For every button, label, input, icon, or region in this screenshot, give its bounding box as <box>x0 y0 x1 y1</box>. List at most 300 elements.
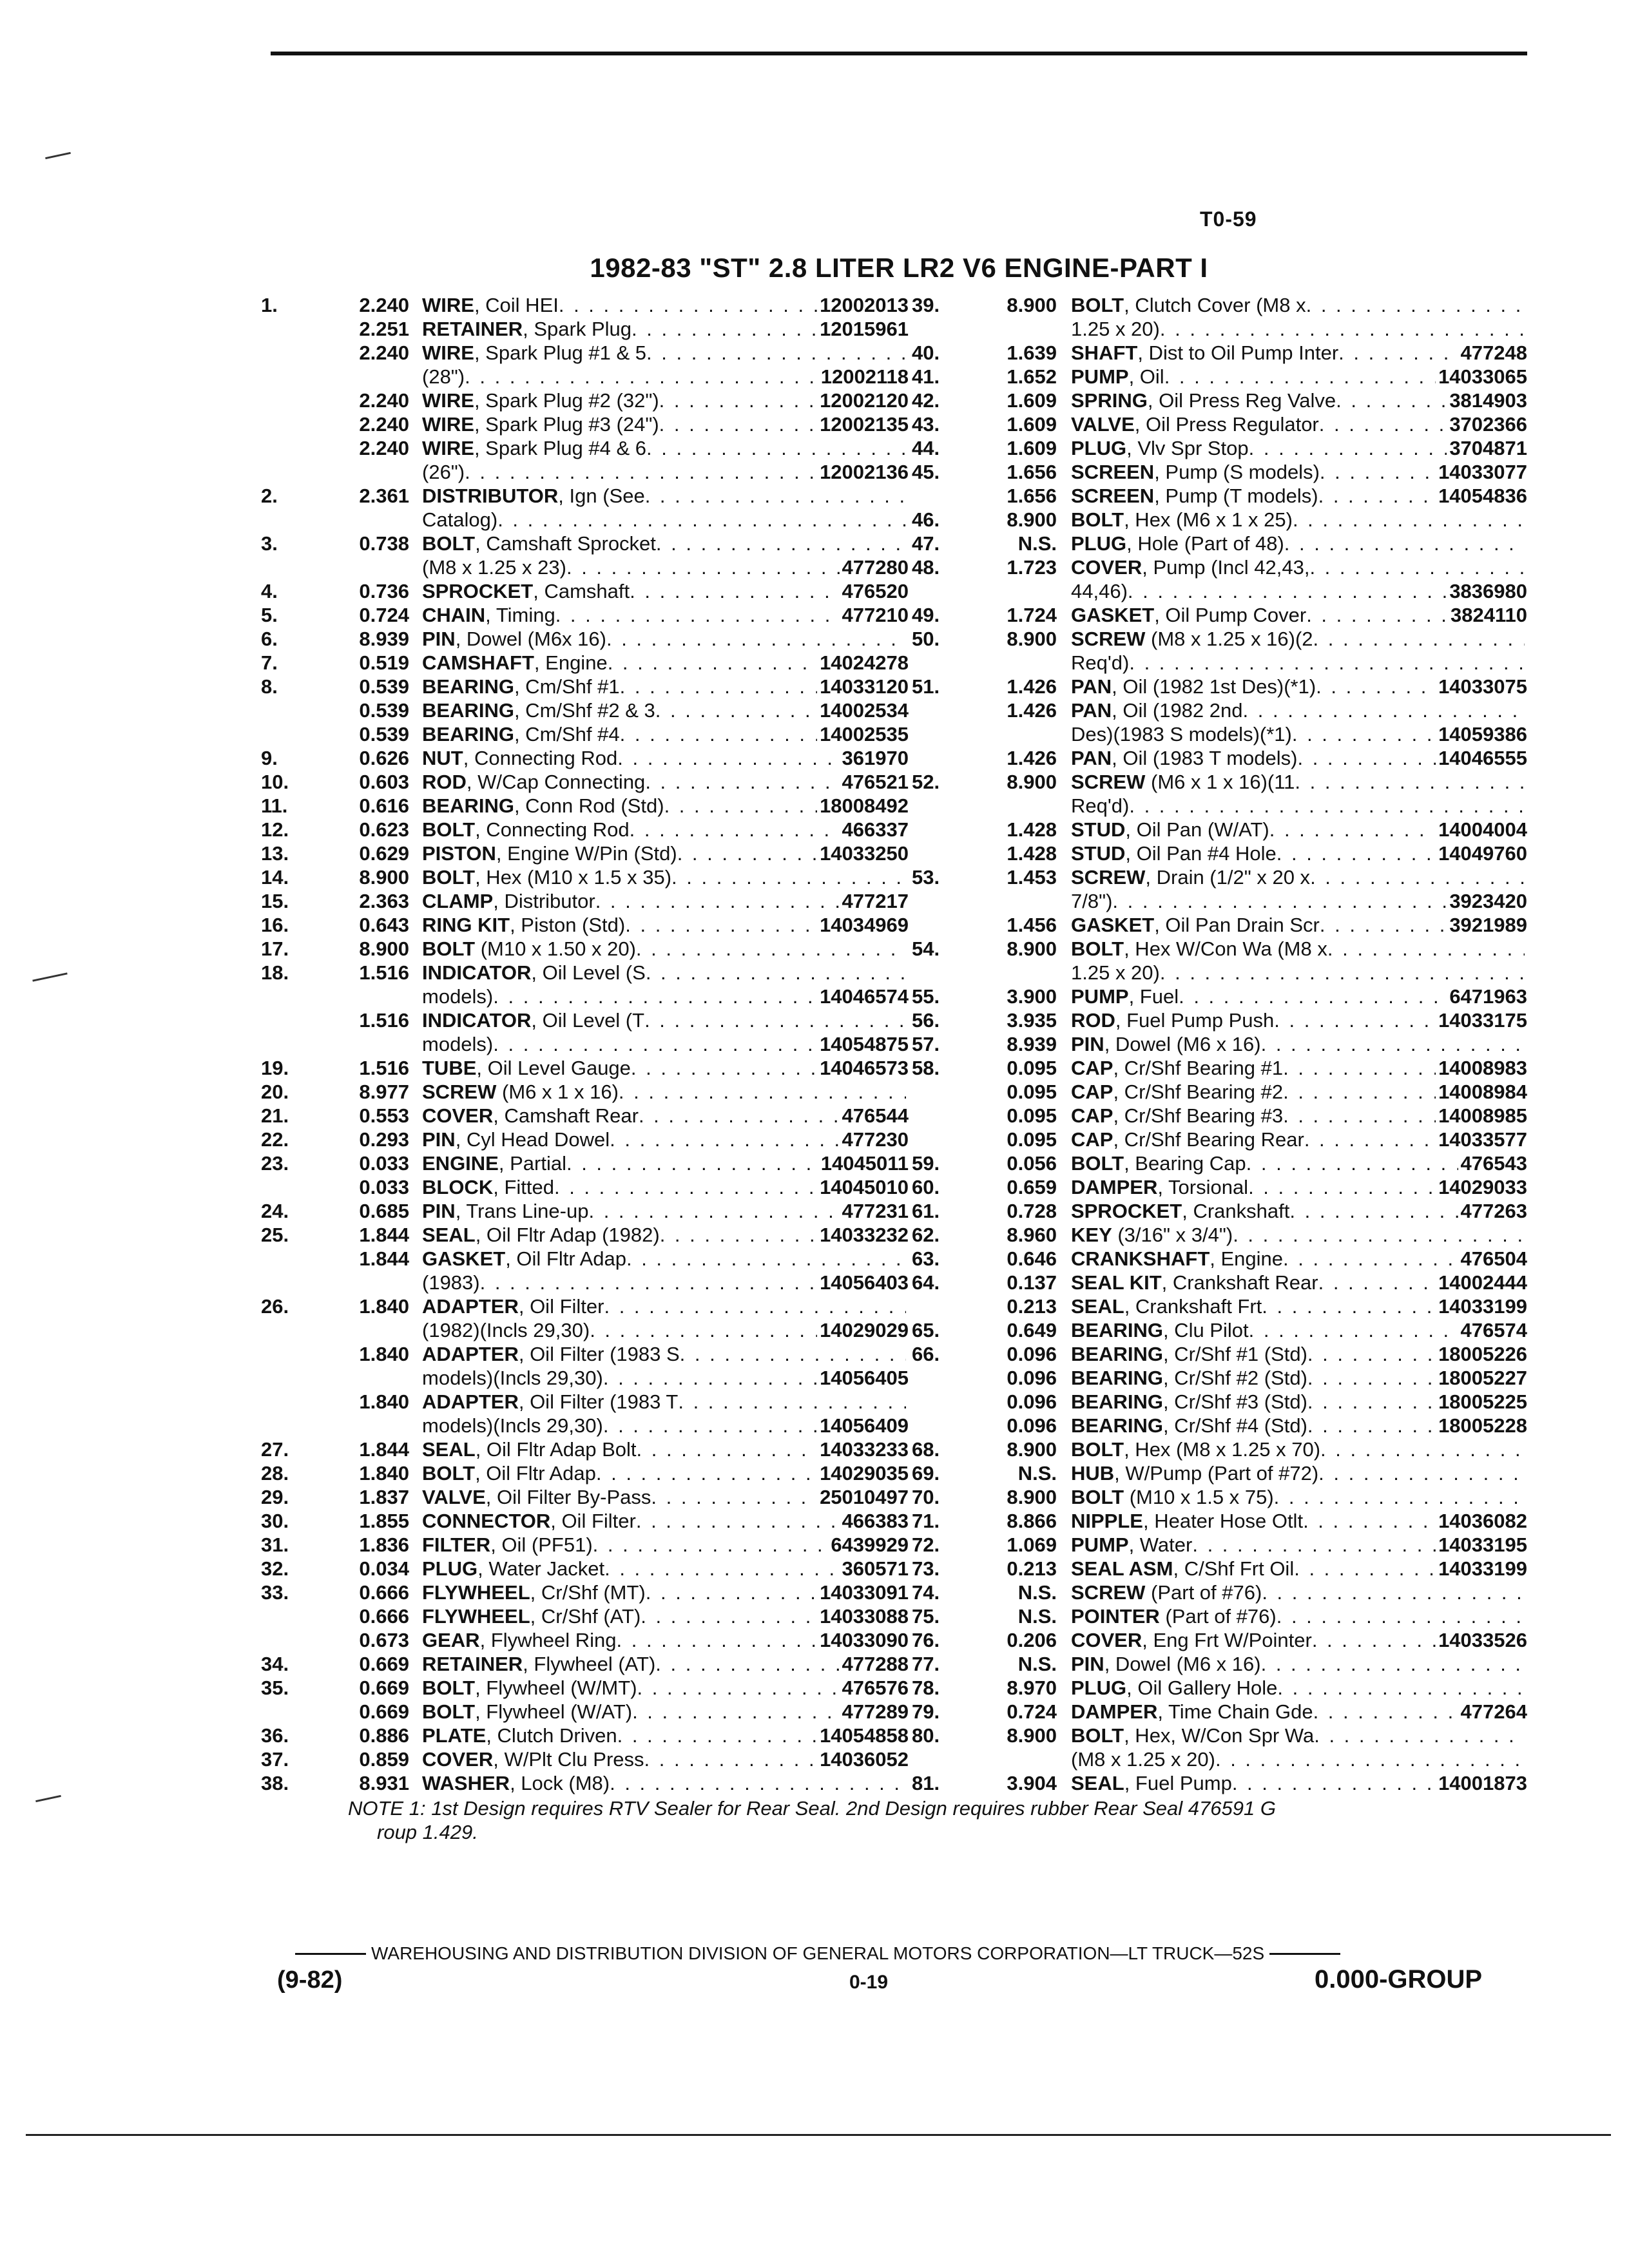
part-description <box>422 1461 909 1485</box>
leader-dots <box>1277 1604 1525 1628</box>
part-name: FILTER <box>422 1533 491 1556</box>
leader-dots <box>1261 1032 1525 1056</box>
parts-row <box>912 1223 1527 1247</box>
footnote <box>348 1796 1508 1844</box>
part-description <box>422 1700 909 1724</box>
part-number: 14054875 <box>820 1033 909 1055</box>
part-detail: , Connecting Rod <box>463 747 618 769</box>
leader-dots <box>664 794 818 818</box>
item-number: 54. <box>912 937 940 960</box>
part-description <box>422 865 909 889</box>
part-number <box>1525 555 1527 579</box>
leader-dots <box>644 1008 906 1032</box>
description-text <box>422 1223 660 1247</box>
part-detail: , Pump (S models) <box>1154 461 1320 483</box>
part-number: 14029035 <box>820 1462 909 1485</box>
group-number <box>986 722 1071 746</box>
parts-row <box>912 1008 1527 1032</box>
description-text <box>422 961 646 985</box>
item-number: 58. <box>912 1057 940 1079</box>
item-number <box>261 1700 338 1724</box>
parts-row <box>912 1342 1527 1366</box>
part-number: 476520 <box>842 580 909 602</box>
part-number: 477288 <box>842 1653 909 1675</box>
part-number: 14054858 <box>820 1724 909 1747</box>
part-detail: , Flywheel (AT) <box>523 1653 656 1675</box>
item-number <box>912 722 986 746</box>
part-name: STUD <box>1071 842 1126 865</box>
part-number <box>906 1008 909 1032</box>
part-description <box>1071 1604 1527 1628</box>
part-name: COVER <box>422 1104 494 1127</box>
part-name: SCREW <box>1071 628 1146 650</box>
group-number: 1.069 <box>1007 1533 1057 1556</box>
description-text <box>1071 627 1313 651</box>
description-text <box>422 937 636 961</box>
part-detail: , Oil Press Reg Valve <box>1147 389 1336 412</box>
part-detail: (M10 x 1.5 x 75) <box>1124 1486 1274 1508</box>
part-name: COVER <box>1071 556 1142 579</box>
group-number: 1.837 <box>359 1486 409 1508</box>
item-number <box>912 841 986 865</box>
part-name: CONNECTOR <box>422 1510 551 1532</box>
part-description <box>1071 1151 1527 1175</box>
leader-dots <box>1128 579 1447 603</box>
item-number <box>912 1294 986 1318</box>
leader-dots <box>626 1247 906 1271</box>
part-detail: , Coil HEI <box>474 294 559 316</box>
part-name: ADAPTER <box>422 1343 519 1365</box>
part-detail: 1.25 x 20) <box>1071 318 1160 340</box>
description-text <box>422 341 646 365</box>
part-number: 14033077 <box>1438 461 1527 483</box>
parts-row <box>261 1151 909 1175</box>
parts-row <box>261 746 909 770</box>
part-number <box>906 532 909 555</box>
part-detail: , Spark Plug #4 & 6 <box>474 437 647 459</box>
leader-dots <box>630 818 840 841</box>
parts-row <box>261 1652 909 1676</box>
part-description <box>1071 293 1527 317</box>
part-number: 14046573 <box>820 1057 909 1079</box>
part-description <box>1071 1747 1527 1771</box>
leader-dots <box>1283 1080 1436 1104</box>
group-number: 0.629 <box>359 842 409 865</box>
part-name: HUB <box>1071 1462 1115 1485</box>
group-number: 0.603 <box>359 771 409 793</box>
group-number: 2.240 <box>359 341 409 364</box>
part-description <box>1071 1652 1527 1676</box>
part-number: 477264 <box>1460 1700 1527 1723</box>
item-number: 3. <box>261 532 278 555</box>
part-name: SPROCKET <box>1071 1200 1182 1222</box>
part-number: 477217 <box>842 890 909 912</box>
part-description <box>1071 794 1527 818</box>
description-text <box>422 1437 637 1461</box>
part-number <box>1525 1676 1527 1700</box>
group-number: 1.426 <box>1007 699 1057 722</box>
part-name: SCREW <box>1071 1581 1146 1604</box>
part-number: 14033175 <box>1438 1009 1527 1032</box>
part-detail: , Oil Filter (1983 T <box>518 1390 679 1413</box>
part-description <box>422 460 909 484</box>
parts-row <box>261 1724 909 1747</box>
part-description <box>422 1509 909 1533</box>
part-number: 14034969 <box>820 914 909 936</box>
parts-list-right-column <box>912 293 1527 1795</box>
part-detail: (M8 x 1.25 x 20) <box>1071 1748 1215 1771</box>
part-description <box>422 1342 909 1366</box>
page-reference: T0-59 <box>1200 207 1257 231</box>
group-number: 8.900 <box>1007 1486 1057 1508</box>
part-name: SHAFT <box>1071 341 1138 364</box>
part-description <box>422 293 909 317</box>
part-number: 18005226 <box>1438 1343 1527 1365</box>
part-number: 12002118 <box>820 365 909 388</box>
description-text <box>422 698 655 722</box>
group-number: 0.033 <box>359 1152 409 1175</box>
part-detail: (M6 x 1 x 16)(11 <box>1145 771 1295 793</box>
part-detail: , Cr/Shf #3 (Std) <box>1162 1390 1307 1413</box>
part-number: 14033090 <box>820 1629 909 1651</box>
parts-row <box>261 603 909 627</box>
part-detail: , W/Cap Connecting <box>466 771 646 793</box>
item-number: 4. <box>261 580 278 602</box>
item-number <box>912 818 986 841</box>
part-detail: 1.25 x 20) <box>1071 961 1160 984</box>
part-description <box>422 913 909 937</box>
description-text <box>1071 579 1128 603</box>
leader-dots <box>619 1080 906 1104</box>
part-detail: , Engine W/Pin (Std) <box>496 842 677 865</box>
parts-row <box>261 1485 909 1509</box>
group-number: 2.240 <box>359 389 409 412</box>
group-number: 1.836 <box>359 1533 409 1556</box>
parts-row <box>912 937 1527 961</box>
item-number <box>912 651 986 675</box>
parts-row <box>912 794 1527 818</box>
part-number: 14033199 <box>1438 1295 1527 1318</box>
part-description <box>1071 1318 1527 1342</box>
part-name: BOLT <box>422 1462 476 1485</box>
part-detail: , Dowel (M6 x 16) <box>1104 1033 1261 1055</box>
part-description <box>1071 1366 1527 1390</box>
group-number: 0.623 <box>359 818 409 841</box>
description-text <box>1071 1128 1304 1151</box>
parts-row <box>261 1581 909 1604</box>
part-number: 14002444 <box>1438 1271 1527 1294</box>
leader-dots <box>1284 532 1525 555</box>
leader-dots <box>1249 1318 1458 1342</box>
item-number: 26. <box>261 1295 289 1318</box>
parts-row <box>912 1581 1527 1604</box>
item-number: 25. <box>261 1224 289 1246</box>
part-name: COVER <box>422 1748 494 1771</box>
part-detail: , Flywheel (W/MT) <box>475 1677 637 1699</box>
part-name: BOLT <box>422 866 476 889</box>
part-name: PISTON <box>422 842 496 865</box>
part-detail: Req'd) <box>1071 794 1130 817</box>
parts-row <box>912 961 1527 985</box>
part-name: BOLT <box>422 532 476 555</box>
part-number: 14033075 <box>1438 675 1527 698</box>
parts-row <box>261 1771 909 1795</box>
part-number: 14002534 <box>820 699 909 722</box>
description-text <box>1071 1056 1283 1080</box>
part-number: 476544 <box>842 1104 909 1127</box>
part-name: NIPPLE <box>1071 1510 1143 1532</box>
leader-dots <box>606 627 906 651</box>
part-description <box>1071 770 1527 794</box>
part-number: 14008984 <box>1438 1081 1527 1103</box>
description-text <box>1071 1700 1313 1724</box>
parts-row <box>912 293 1527 317</box>
leader-dots <box>1274 1008 1436 1032</box>
footer-rule <box>1269 1953 1340 1955</box>
part-number: 14046574 <box>820 985 909 1008</box>
part-number <box>906 961 909 985</box>
parts-row <box>261 865 909 889</box>
part-description <box>1071 436 1527 460</box>
part-number: 14054836 <box>1438 485 1527 507</box>
part-number: 18008492 <box>820 794 909 817</box>
part-name: COVER <box>1071 1629 1142 1651</box>
part-name: VALVE <box>1071 413 1135 436</box>
part-detail: , Connecting Rod <box>475 818 630 841</box>
group-number: 0.666 <box>359 1581 409 1604</box>
part-name: SCREEN <box>1071 485 1155 507</box>
part-detail: , Hole (Part of 48) <box>1126 532 1284 555</box>
part-description <box>422 722 909 746</box>
leader-dots <box>656 532 906 555</box>
part-name: ROD <box>1071 1009 1115 1032</box>
description-text <box>1071 1747 1215 1771</box>
description-text <box>422 532 656 555</box>
parts-row <box>261 555 909 579</box>
parts-row <box>261 341 909 365</box>
item-number <box>261 698 338 722</box>
part-name: SEAL <box>1071 1772 1124 1794</box>
leader-dots <box>559 293 817 317</box>
part-description <box>422 532 909 555</box>
leader-dots <box>677 841 817 865</box>
footnote-line: roup 1.429. <box>377 1821 478 1843</box>
description-text <box>422 1199 588 1223</box>
item-number <box>912 913 986 937</box>
group-number: 8.900 <box>359 866 409 889</box>
item-number: 62. <box>912 1224 940 1246</box>
description-text <box>422 1080 619 1104</box>
description-text <box>1071 436 1249 460</box>
part-name: SPROCKET <box>422 580 534 602</box>
description-text <box>422 865 671 889</box>
part-name: BOLT <box>1071 1724 1124 1747</box>
leader-dots <box>645 484 906 508</box>
item-number: 70. <box>912 1486 940 1508</box>
part-number: 18005225 <box>1438 1390 1527 1413</box>
parts-row <box>912 1271 1527 1294</box>
parts-row <box>261 985 909 1008</box>
part-detail: , Oil Press Regulator <box>1134 413 1319 436</box>
part-detail: 44,46) <box>1071 580 1128 602</box>
description-text <box>1071 865 1310 889</box>
group-number <box>338 1366 422 1390</box>
part-detail: , Oil Level (T <box>531 1009 645 1032</box>
parts-row <box>912 436 1527 460</box>
description-text <box>1071 698 1243 722</box>
group-number: 1.656 <box>1007 485 1057 507</box>
part-name: KEY <box>1071 1224 1112 1246</box>
part-description <box>1071 913 1527 937</box>
part-name: PLATE <box>422 1724 487 1747</box>
parts-row <box>261 1414 909 1437</box>
description-text <box>1071 1342 1307 1366</box>
leader-dots <box>1160 961 1525 985</box>
part-name: RING KIT <box>422 914 510 936</box>
description-text <box>1071 746 1297 770</box>
part-number: 476576 <box>842 1677 909 1699</box>
part-description <box>422 1676 909 1700</box>
description-text <box>1071 770 1295 794</box>
item-number: 79. <box>912 1700 940 1723</box>
description-text <box>422 627 606 651</box>
leader-dots <box>1129 794 1525 818</box>
description-text <box>1071 293 1306 317</box>
parts-row <box>912 1247 1527 1271</box>
part-number <box>906 1294 909 1318</box>
leader-dots <box>555 603 840 627</box>
group-number: 0.724 <box>1007 1700 1057 1723</box>
part-description <box>1071 389 1527 412</box>
item-number: 41. <box>912 365 940 388</box>
part-description <box>1071 651 1527 675</box>
part-detail: , Pump (Incl 42,43, <box>1142 556 1310 579</box>
group-number: 0.137 <box>1007 1271 1057 1294</box>
part-description <box>1071 341 1527 365</box>
group-number: 1.428 <box>1007 842 1057 865</box>
group-number: 2.240 <box>359 294 409 316</box>
parts-row <box>912 913 1527 937</box>
part-detail: models) <box>422 985 494 1008</box>
part-name: PAN <box>1071 675 1112 698</box>
leader-dots <box>1129 651 1525 675</box>
description-text <box>422 1557 604 1581</box>
part-detail: , Partial <box>498 1152 566 1175</box>
part-detail: (1982)(Incls 29,30) <box>422 1319 590 1341</box>
part-description <box>1071 1700 1527 1724</box>
description-text <box>1071 412 1319 436</box>
part-detail: , Dowel (M6 x 16) <box>1104 1653 1261 1675</box>
leader-dots <box>1319 412 1447 436</box>
leader-dots <box>610 1771 906 1795</box>
description-text <box>422 913 625 937</box>
part-detail: , Hex (M6 x 1 x 25) <box>1124 508 1293 531</box>
parts-row <box>261 1604 909 1628</box>
part-detail: , Fuel <box>1128 985 1179 1008</box>
group-number: 0.736 <box>359 580 409 602</box>
part-number <box>1525 627 1527 651</box>
part-detail: , Dowel (M6x 16) <box>455 628 606 650</box>
description-text <box>1071 1294 1262 1318</box>
part-detail: models)(Incls 29,30) <box>422 1414 603 1437</box>
group-number: 8.970 <box>1007 1677 1057 1699</box>
part-name: BEARING <box>1071 1414 1163 1437</box>
leader-dots <box>1307 1414 1436 1437</box>
part-description <box>422 1294 909 1318</box>
part-name: CAP <box>1071 1104 1113 1127</box>
leader-dots <box>566 555 840 579</box>
leader-dots <box>1249 436 1447 460</box>
leader-dots <box>1313 627 1525 651</box>
part-detail: , Oil Filter (1983 S <box>518 1343 680 1365</box>
item-number <box>261 436 338 460</box>
part-detail: , Drain (1/2" x 20 x <box>1145 866 1311 889</box>
part-number <box>1525 1461 1527 1485</box>
part-detail: , Cr/Shf #1 (Std) <box>1162 1343 1307 1365</box>
part-detail: , Flywheel Ring <box>479 1629 617 1651</box>
item-number: 56. <box>912 1009 940 1032</box>
part-name: BOLT <box>1071 1438 1124 1461</box>
leader-dots <box>1295 770 1525 794</box>
part-detail: models) <box>422 1033 494 1055</box>
group-number: 0.096 <box>1007 1343 1057 1365</box>
leader-dots <box>636 937 906 961</box>
item-number: 32. <box>261 1557 289 1580</box>
leader-dots <box>646 341 906 365</box>
part-detail: , Clutch Cover (M8 x <box>1124 294 1306 316</box>
group-number: 1.724 <box>1007 604 1057 626</box>
leader-dots <box>1294 1557 1436 1581</box>
footer-rule <box>295 1953 366 1955</box>
group-number: 8.960 <box>1007 1224 1057 1246</box>
description-text <box>1071 841 1277 865</box>
group-number <box>338 460 422 484</box>
description-text <box>422 508 497 532</box>
description-text <box>422 1485 651 1509</box>
leader-dots <box>1312 1628 1436 1652</box>
description-text <box>422 1604 641 1628</box>
leader-dots <box>1336 389 1447 412</box>
item-number: 42. <box>912 389 940 412</box>
parts-row <box>261 1032 909 1056</box>
part-detail: Catalog) <box>422 508 498 531</box>
part-number <box>1525 770 1527 794</box>
parts-row <box>261 508 909 532</box>
part-detail: (M10 x 1.50 x 20) <box>475 937 636 960</box>
parts-row <box>912 412 1527 436</box>
part-detail: , Crankshaft Rear <box>1161 1271 1318 1294</box>
item-number: 44. <box>912 437 940 459</box>
part-name: PIN <box>1071 1653 1104 1675</box>
part-description <box>422 770 909 794</box>
description-text <box>1071 675 1316 698</box>
part-name: ROD <box>422 771 467 793</box>
group-number <box>338 365 422 389</box>
parts-row <box>912 1390 1527 1414</box>
leader-dots <box>1215 1747 1525 1771</box>
part-description <box>1071 675 1527 698</box>
parts-row <box>261 293 909 317</box>
group-number: 0.293 <box>359 1128 409 1151</box>
part-description <box>1071 937 1527 961</box>
part-number: 14033120 <box>820 675 909 698</box>
item-number: 35. <box>261 1677 289 1699</box>
description-text <box>422 1271 480 1294</box>
part-name: DAMPER <box>1071 1700 1158 1723</box>
parts-row <box>912 746 1527 770</box>
item-number <box>261 1390 338 1414</box>
part-detail: , Cr/Shf #2 (Std) <box>1162 1367 1307 1389</box>
